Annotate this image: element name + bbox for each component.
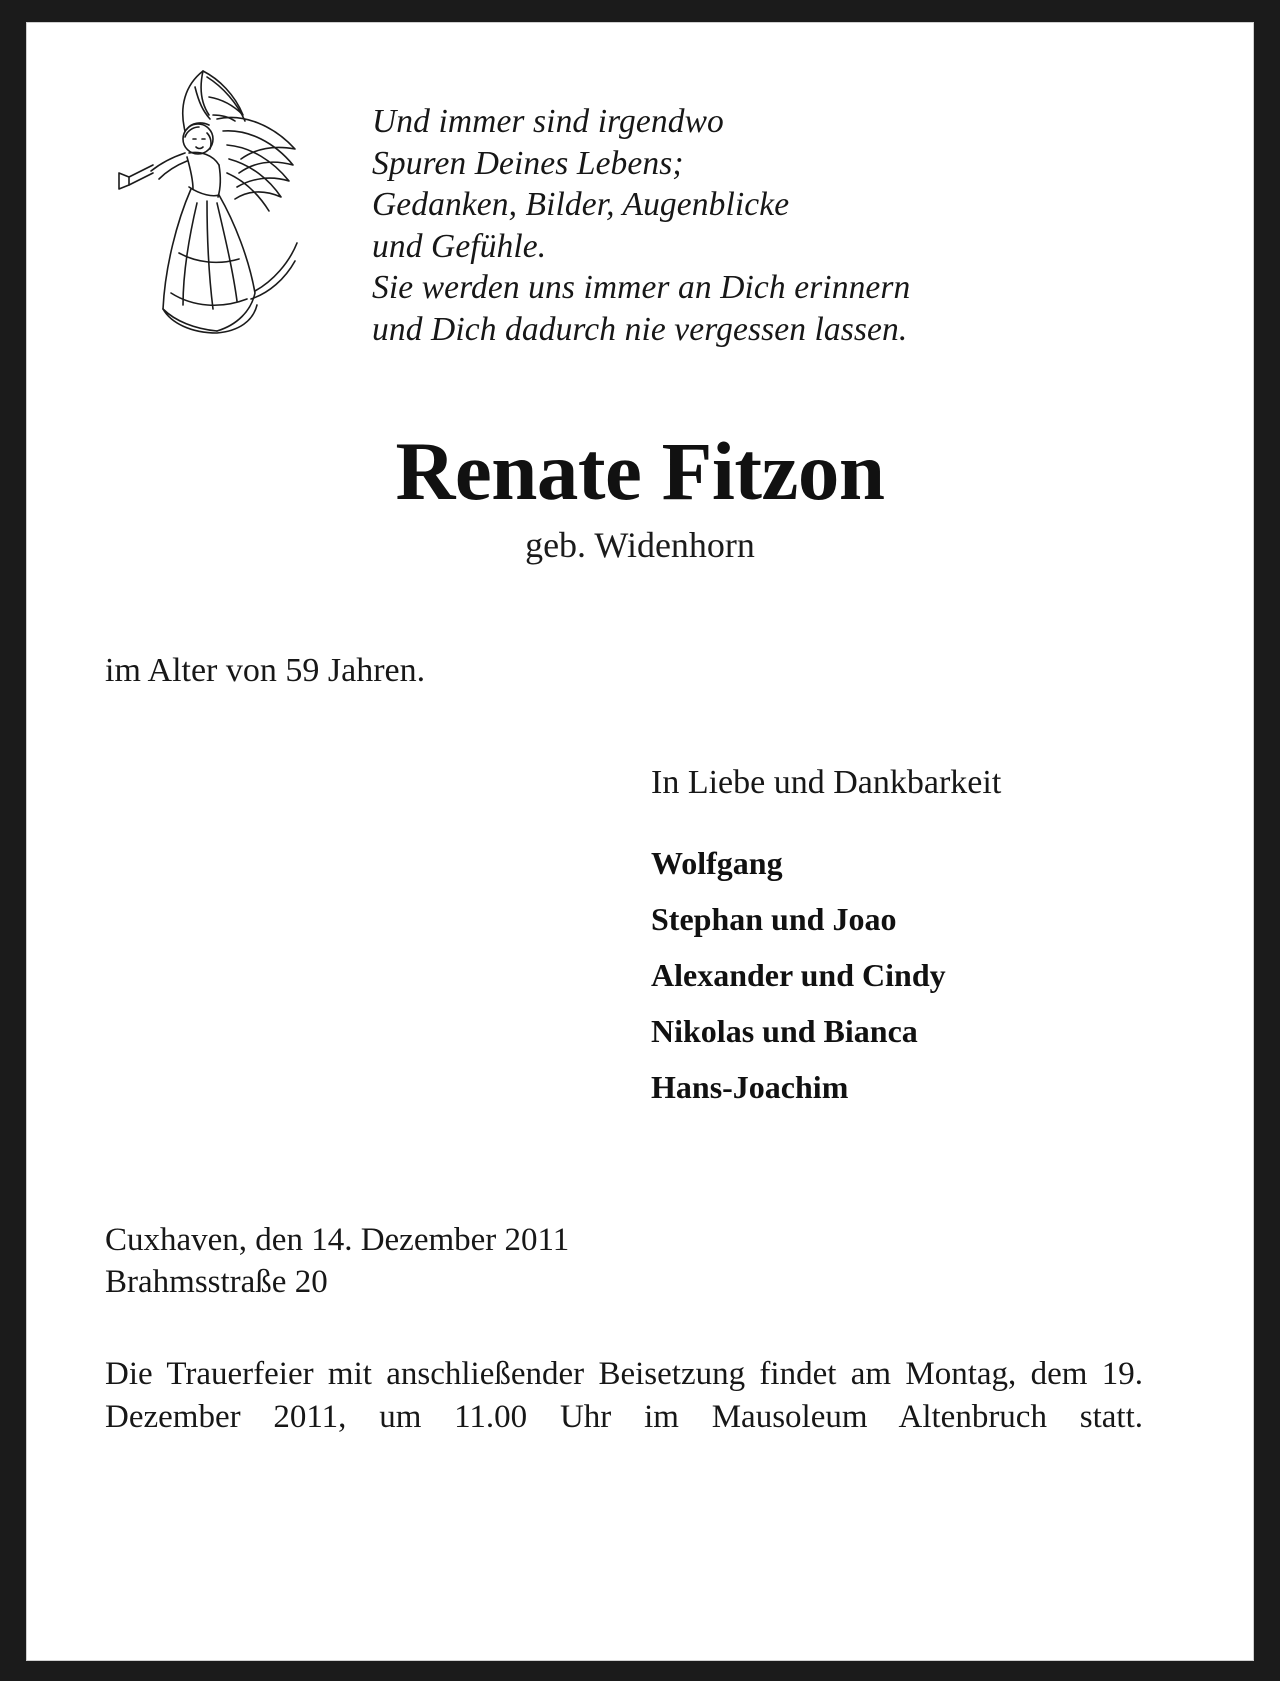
poem-line: und Gefühle. xyxy=(372,227,547,265)
condolence-block xyxy=(651,761,1171,1115)
place-and-date: Cuxhaven, den 14. Dezember 2011 xyxy=(105,1222,570,1258)
survivor-name: Stephan und Joao xyxy=(651,901,897,937)
poem-line: Sie werden uns immer an Dich erinnern xyxy=(372,269,911,306)
survivor-name: Alexander und Cindy xyxy=(651,957,946,993)
obituary-notice-card xyxy=(26,22,1254,1661)
place-date-block xyxy=(105,1219,569,1303)
maiden-name: geb. Widenhorn xyxy=(525,525,755,565)
angel-illustration xyxy=(67,53,317,363)
address: Brahmsstraße 20 xyxy=(105,1264,328,1300)
deceased-name-block xyxy=(27,423,1253,567)
deceased-name: Renate Fitzon xyxy=(395,425,885,517)
survivor-name: Nikolas und Bianca xyxy=(651,1013,918,1049)
survivor-name: Wolfgang xyxy=(651,845,783,881)
poem-line: Und immer sind irgendwo xyxy=(372,103,724,140)
poem-line: Gedanken, Bilder, Augenblicke xyxy=(372,186,790,223)
memorial-poem xyxy=(372,101,1162,350)
poem-line: und Dich dadurch nie vergessen lassen. xyxy=(372,310,908,348)
poem-line: Spuren Deines Lebens; xyxy=(372,144,684,182)
ceremony-announcement xyxy=(105,1353,1143,1482)
condolence-heading: In Liebe und Dankbarkeit xyxy=(651,764,1002,801)
ceremony-text: Die Trauerfeier mit anschließender Beisetzung findet am Montag, dem 19. Dezember 2011, um 11.00 Uhr im Mausoleum Altenbruch statt. xyxy=(105,1356,1143,1435)
age-statement: im Alter von 59 Jahren. xyxy=(105,652,426,689)
survivor-name: Hans-Joachim xyxy=(651,1069,849,1105)
